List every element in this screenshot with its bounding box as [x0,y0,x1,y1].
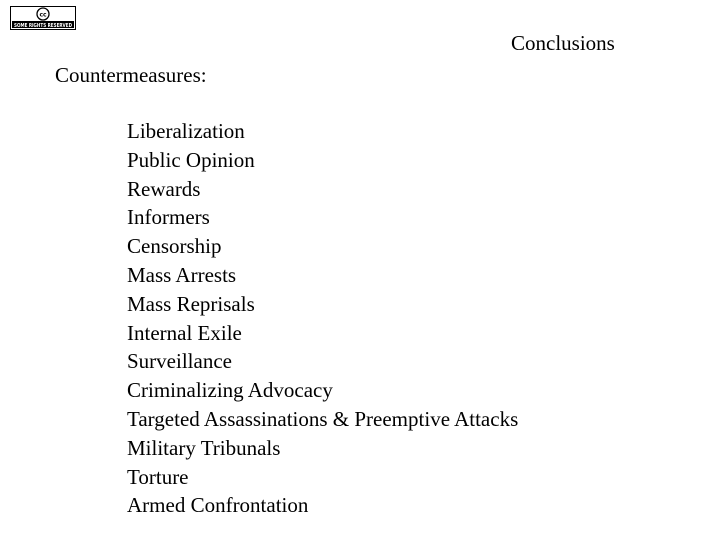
list-item: Torture [127,464,189,489]
list-item: Surveillance [127,349,232,374]
list-item: Public Opinion [127,147,255,172]
list-item: Informers [127,205,210,230]
list-item: Internal Exile [127,320,242,345]
list-item: Rewards [127,176,201,201]
list-item: Censorship [127,234,222,259]
list-item: Mass Reprisals [127,291,255,316]
list-item: Armed Confrontation [127,493,309,518]
slide-title: Conclusions [511,31,615,55]
list-item: Liberalization [127,119,245,143]
list-item: Mass Arrests [127,262,237,287]
list-item: Targeted Assassinations & Preemptive Attacks [127,406,519,431]
license-text: SOME RIGHTS RESERVED [14,22,73,29]
countermeasures-list [127,117,518,520]
cc-symbol: cc [39,11,47,19]
list-item: Criminalizing Advocacy [127,378,333,403]
section-heading: Countermeasures: [55,63,207,87]
list-item: Military Tribunals [127,435,281,460]
creative-commons-icon [10,6,76,30]
creative-commons-badge[interactable] [10,6,76,30]
